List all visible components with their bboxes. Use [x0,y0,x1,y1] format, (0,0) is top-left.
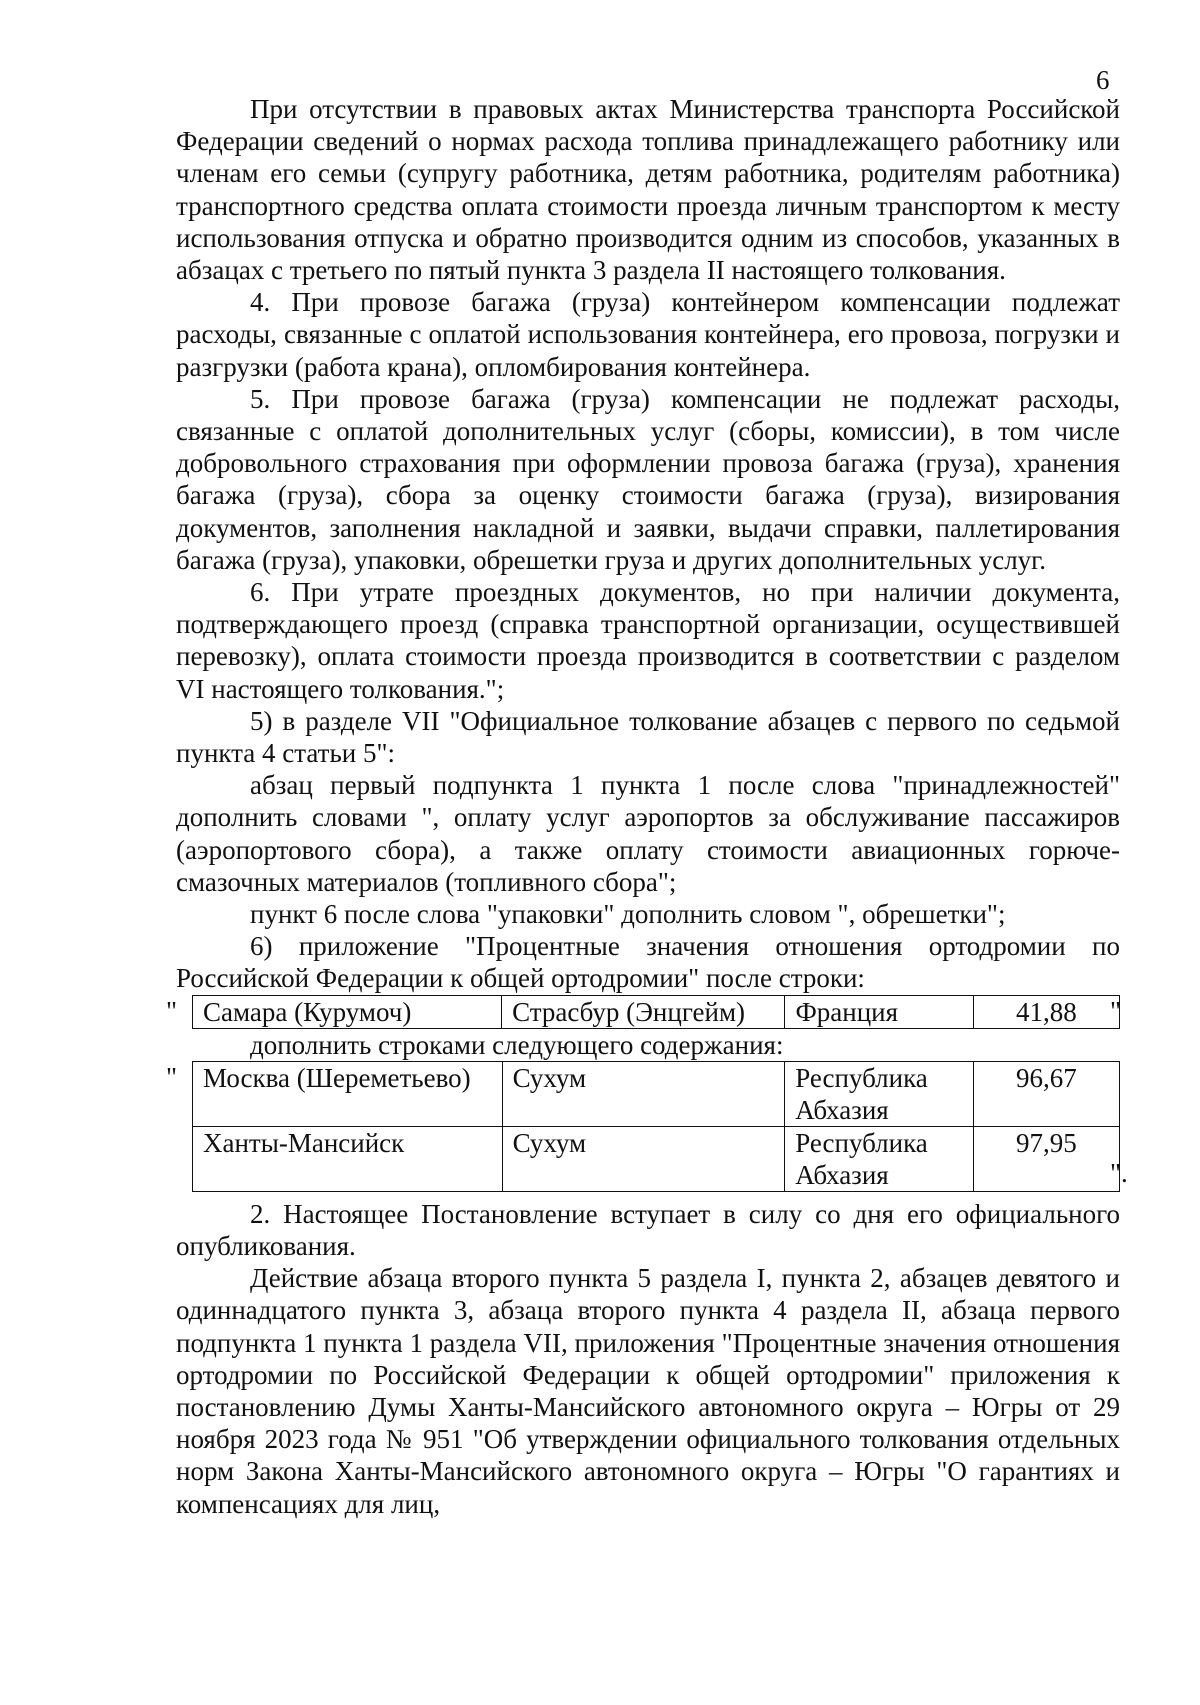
paragraph-fuel-norms: При отсутствии в правовых актах Министерства транспорта Российской Федерации сведений о нормах расхода топлива принадлежащего работнику или членам его семьи (супругу работника, детям работника, родителям работника) транспортного средства оплата стоимости проезда личным транспортом к месту использования отпуска и обратно производится одним из способов, указанных в абзацах с третьего по пятый пункта 3 раздела II настоящего толкования. [176,94,1120,286]
table-intro-line [176,1029,1120,1061]
paragraph-effective-date: 2. Настоящее Постановление вступает в силу со дня его официального опубликования. [176,1198,1120,1261]
close-quote: ". [1110,1157,1128,1188]
cell-country: Республика Абхазия [785,1061,974,1126]
open-quote: " [166,995,178,1026]
paragraph-appendix: 6) приложение "Процентные значения отношения ортодромии по Российской Федерации к общей ортодромии" после строки: [176,931,1120,994]
cell-origin: Ханты-Мансийск [193,1126,503,1191]
table-intro: дополнить строками следующего содержания: [250,1029,784,1060]
existing-row-block [166,995,1122,1029]
cell-origin: Самара (Курумоч) [193,995,502,1028]
open-quote: " [166,1061,178,1092]
table-row [193,995,1120,1028]
page-number: 6 [1096,65,1110,95]
paragraph-item-5: 5. При провозе багажа (груза) компенсации не подлежат расходы, связанные с оплатой дополнительных услуг (сборы, комиссии), в том числе добровольного страхования при оформлении провоза багажа (груза), хранения багажа (груза), сбора за оценку стоимости багажа (груза), визирования документов, заполнения накладной и заявки, выдачи справки, паллетирования багажа (груза), упаковки, обрешетки груза и других дополнительных услуг. [176,383,1120,575]
cell-destination: Сухум [502,1126,785,1191]
document-body [166,93,1128,1520]
cell-origin: Москва (Шереметьево) [193,1061,503,1126]
paragraph-item-6: 6. При утрате проездных документов, но при наличии документа, подтверждающего проезд (справка транспортной организации, осуществившей перевозку), оплата стоимости проезда производится в соответствии с разделом VI настоящего толкования."; [176,577,1120,704]
cell-country: Республика Абхазия [785,1126,974,1191]
close-quote: " [1110,995,1122,1026]
cell-country: Франция [785,995,973,1028]
table-row [193,1061,1120,1126]
existing-row-table [192,995,1120,1029]
paragraph-validity: Действие абзаца второго пункта 5 раздела I, пункта 2, абзацев девятого и одиннадцатого пункта 3, абзаца второго пункта 4 раздела II, абзаца первого подпункта 1 пункта 1 раздела VII, приложения "Процентные значения отношения ортодромии по Российской Федерации к общей ортодромии" приложения к постановлению Думы Ханты-Мансийского автономного округа – Югры от 29 ноября 2023 года № 951 "Об утверждении официального толкования отдельных норм Закона Ханты-Мансийского автономного округа – Югры "О гарантиях и компенсациях для лиц, [176,1263,1120,1519]
paragraph-section-vii: 5) в разделе VII "Официальное толкование абзацев с первого по седьмой пункта 4 статьи 5": [176,705,1120,769]
new-rows-table [192,1061,1120,1192]
cell-destination: Страсбур (Энцгейм) [502,995,785,1028]
paragraph-point-6: пункт 6 после слова "упаковки" дополнить словом ", обрешетки"; [250,899,1006,930]
paragraph-item-4: 4. При провозе багажа (груза) контейнером компенсации подлежат расходы, связанные с оплатой использования контейнера, его провоза, погрузки и разгрузки (работа крана), опломбирования контейнера. [176,287,1120,382]
new-rows-block [166,1061,1128,1198]
cell-destination: Сухум [502,1061,785,1126]
cell-percent: 97,95 [973,1126,1119,1191]
cell-percent: 41,88 [973,995,1119,1028]
paragraph-subitem-1: абзац первый подпункта 1 пункта 1 после слова "принадлежностей" дополнить словами ", оплату услуг аэропортов за обслуживание пассажиров (аэропортового сбора), а также оплату стоимости авиационных горюче-смазочных материалов (топливного сбора"; [176,770,1120,897]
table-row [193,1126,1120,1191]
cell-percent: 96,67 [973,1061,1119,1126]
